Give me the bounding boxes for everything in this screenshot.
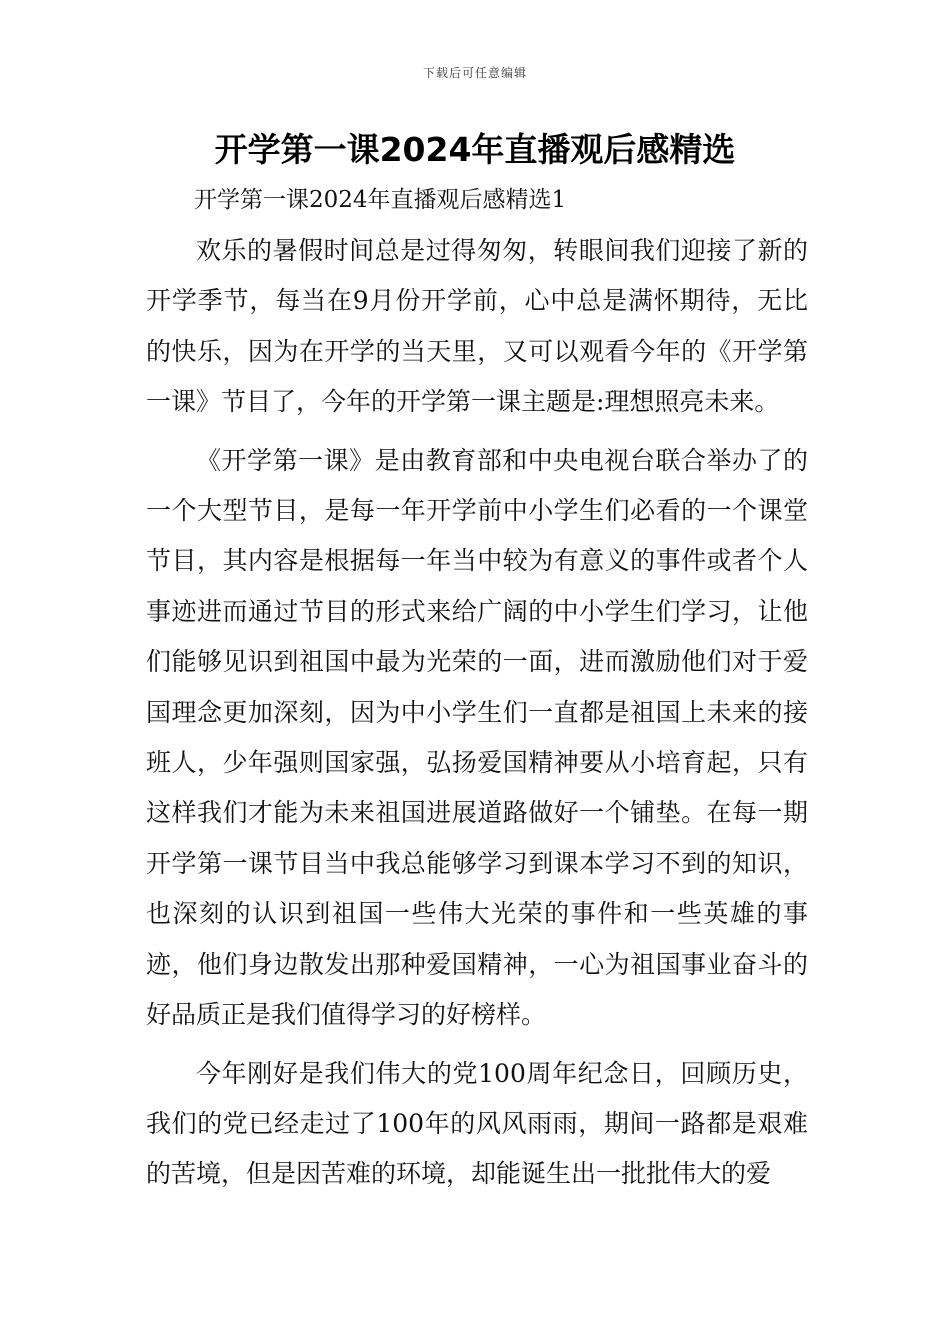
paragraph-3: 今年刚好是我们伟大的党100周年纪念日，回顾历史，我们的党已经走过了100年的风风雨雨，期间一路都是艰难的苦境，但是因苦难的环境，却能诞生出一批批伟大的爱 <box>146 1058 808 1189</box>
header-note: 下载后可任意编辑 <box>422 66 527 80</box>
document-subtitle: 开学第一课2024年直播观后感精选1 <box>194 187 567 213</box>
document-title: 开学第一课2024年直播观后感精选 <box>214 130 736 169</box>
document-body <box>146 226 808 1208</box>
paragraph-2: 《开学第一课》是由教育部和中央电视台联合举办了的一个大型节目，是每一年开学前中小学生们必看的一个课堂节目，其内容是根据每一年当中较为有意义的事件或者个人事迹进而通过节目的形式来给广阔的中小学生们学习，让他们能够见识到祖国中最为光荣的一面，进而激励他们对于爱国理念更加深刻，因为中小学生们一直都是祖国上未来的接班人，少年强则国家强，弘扬爱国精神要从小培育起，只有这样我们才能为未来祖国进展道路做好一个铺垫。在每一期开学第一课节目当中我总能够学习到课本学习不到的知识，也深刻的认识到祖国一些伟大光荣的事件和一些英雄的事迹，他们身边散发出那种爱国精神，一心为祖国事业奋斗的好品质正是我们值得学习的好榜样。 <box>146 445 808 1030</box>
paragraph-1: 欢乐的暑假时间总是过得匆匆，转眼间我们迎接了新的开学季节，每当在9月份开学前，心中总是满怀期待，无比的快乐，因为在开学的当天里，又可以观看今年的《开学第一课》节目了，今年的开学第一课主题是:理想照亮未来。 <box>146 236 808 417</box>
